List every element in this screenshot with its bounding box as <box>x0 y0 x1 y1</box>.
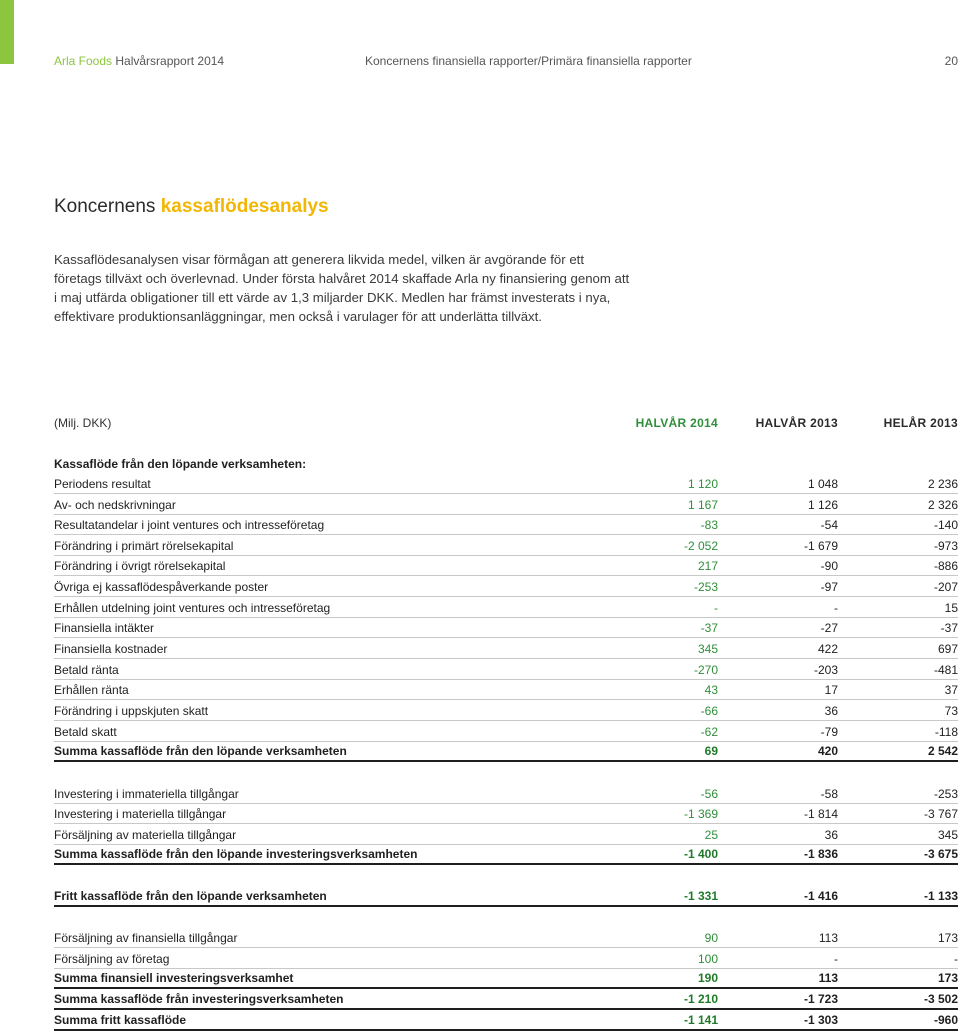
row-value: 17 <box>824 683 838 698</box>
row-label: Förändring i uppskjuten skatt <box>54 703 209 718</box>
row-value: -1 133 <box>923 888 958 903</box>
row-label: Förändring i övrigt rörelsekapital <box>54 559 226 574</box>
row-value: 173 <box>937 971 958 986</box>
row-value: -58 <box>820 786 838 801</box>
table-row <box>54 824 958 845</box>
table-row <box>54 618 958 639</box>
row-value: 2 236 <box>927 476 958 491</box>
row-value: 697 <box>937 642 958 657</box>
table-row <box>54 721 958 742</box>
row-value: -481 <box>933 662 958 677</box>
row-value: -79 <box>820 724 838 739</box>
row-value: 43 <box>704 683 718 698</box>
row-value: 345 <box>937 827 958 842</box>
row-value: -1 369 <box>683 807 718 822</box>
header-section: Koncernens finansiella rapporter/Primära finansiella rapporter <box>365 54 692 68</box>
header-report-title <box>54 54 224 68</box>
row-label: Övriga ej kassaflödespåverkande poster <box>54 580 269 595</box>
accent-bar <box>0 0 14 64</box>
table-row <box>54 700 958 721</box>
row-value: 1 167 <box>687 497 718 512</box>
section-heading-label: Kassaflöde från den löpande verksamheten: <box>54 457 307 472</box>
row-value: -3 767 <box>923 807 958 822</box>
row-value: -207 <box>933 580 958 595</box>
column-header-fy-2013: HELÅR 2013 <box>883 416 958 430</box>
table-total-row <box>54 845 958 866</box>
row-label: Resultatandelar i joint ventures och intresseföretag <box>54 518 325 533</box>
row-value: -886 <box>933 559 958 574</box>
row-value: 113 <box>818 971 838 986</box>
row-label: Summa kassaflöde från den löpande verksamheten <box>54 744 347 759</box>
title-highlight: kassaflödesanalys <box>160 196 329 217</box>
column-header-h1-2014: HALVÅR 2014 <box>635 416 718 430</box>
row-value: -54 <box>820 518 838 533</box>
row-value: -1 814 <box>803 807 838 822</box>
table-body <box>54 473 958 1030</box>
row-label: Summa kassaflöde från den löpande investeringsverksamheten <box>54 847 418 862</box>
row-label: Försäljning av materiella tillgångar <box>54 827 237 842</box>
row-value: -3 502 <box>923 991 958 1006</box>
table-total-row <box>54 886 958 907</box>
row-value: -90 <box>820 559 838 574</box>
row-label: Summa kassaflöde från investeringsverksamheten <box>54 991 344 1006</box>
row-value: -66 <box>700 703 718 718</box>
row-value: 69 <box>704 744 718 759</box>
row-label: Finansiella intäkter <box>54 621 155 636</box>
row-value: - <box>834 951 838 966</box>
unit-label: (Milj. DKK) <box>54 416 112 430</box>
row-value: 25 <box>704 827 718 842</box>
row-value: 2 542 <box>927 744 958 759</box>
row-label: Investering i immateriella tillgångar <box>54 786 239 801</box>
row-value: -1 400 <box>683 847 718 862</box>
table-row <box>54 597 958 618</box>
row-value: -1 723 <box>803 991 838 1006</box>
table-row <box>54 576 958 597</box>
row-value: -253 <box>693 580 718 595</box>
page-title <box>54 196 329 218</box>
row-label: Betald skatt <box>54 724 117 739</box>
row-value: 345 <box>697 642 718 657</box>
row-value: -1 303 <box>803 1012 838 1027</box>
row-value: -37 <box>700 621 718 636</box>
row-label: Investering i materiella tillgångar <box>54 807 227 822</box>
row-value: -1 141 <box>683 1012 718 1027</box>
row-value: 420 <box>817 744 838 759</box>
row-value: -97 <box>820 580 838 595</box>
row-label: Fritt kassaflöde från den löpande verksamheten <box>54 888 327 903</box>
row-label: Summa finansiell investeringsverksamhet <box>54 971 294 986</box>
row-value: -270 <box>693 662 718 677</box>
row-value: -1 331 <box>683 888 718 903</box>
row-value: 90 <box>704 931 718 946</box>
table-row <box>54 535 958 556</box>
row-value: -1 210 <box>683 991 718 1006</box>
row-value: 15 <box>944 600 958 615</box>
row-value: 173 <box>937 931 958 946</box>
table-row <box>54 556 958 577</box>
table-row <box>54 473 958 494</box>
row-value: 2 326 <box>927 497 958 512</box>
row-value: -1 416 <box>803 888 838 903</box>
title-prefix: Koncernens <box>54 196 161 217</box>
row-label: Erhållen utdelning joint ventures och intresseföretag <box>54 600 331 615</box>
row-value: -253 <box>933 786 958 801</box>
row-value: 36 <box>824 827 838 842</box>
row-value: - <box>834 600 838 615</box>
row-value: 1 048 <box>807 476 838 491</box>
header-brand: Arla Foods <box>54 54 113 68</box>
row-value: - <box>954 951 958 966</box>
row-value: -37 <box>940 621 958 636</box>
intro-paragraph: Kassaflödesanalysen visar förmågan att generera likvida medel, vilken är avgörande för ett företags tillväxt och överlevnad. Under första halvåret 2014 skaffade Arla ny finansiering genom att i maj utfärda obligationer till ett värde av 1,3 miljarder DKK. Medlen har främst investerats i nya, effektivare produktionsanläggningar, men också i varulager för att underlätta tillväxt. <box>54 252 630 324</box>
row-value: 100 <box>697 951 718 966</box>
row-value: 190 <box>697 971 718 986</box>
table-row <box>54 638 958 659</box>
table-row <box>54 783 958 804</box>
row-value: -3 675 <box>923 847 958 862</box>
column-header-h1-2013: HALVÅR 2013 <box>755 416 838 430</box>
table-header <box>54 412 958 432</box>
row-value: 1 120 <box>687 476 718 491</box>
table-row <box>54 494 958 515</box>
row-value: -140 <box>933 518 958 533</box>
row-label: Erhållen ränta <box>54 683 129 698</box>
row-value: -56 <box>700 786 718 801</box>
row-value: -1 836 <box>803 847 838 862</box>
table-total-row <box>54 989 958 1010</box>
table-row <box>54 680 958 701</box>
table-row <box>54 804 958 825</box>
table-total-row <box>54 742 958 763</box>
row-value: -27 <box>820 621 838 636</box>
row-value: 1 126 <box>807 497 838 512</box>
row-value: 36 <box>824 703 838 718</box>
table-row <box>54 515 958 536</box>
row-value: 113 <box>818 931 838 946</box>
row-value: 422 <box>817 642 838 657</box>
row-label: Av- och nedskrivningar <box>54 497 176 512</box>
row-value: -960 <box>933 1012 958 1027</box>
table-total-row <box>54 969 958 990</box>
row-value: 73 <box>944 703 958 718</box>
row-label: Förändring i primärt rörelsekapital <box>54 538 234 553</box>
cash-flow-table <box>54 412 958 1031</box>
row-value: -973 <box>933 538 958 553</box>
row-value: 217 <box>697 559 718 574</box>
table-row <box>54 927 958 948</box>
row-value: -203 <box>813 662 838 677</box>
row-value: 37 <box>944 683 958 698</box>
row-label: Finansiella kostnader <box>54 642 168 657</box>
table-row <box>54 948 958 969</box>
table-row <box>54 659 958 680</box>
row-label: Summa fritt kassaflöde <box>54 1012 187 1027</box>
section-heading-operating <box>54 453 958 474</box>
row-value: -118 <box>934 724 958 739</box>
row-value: -62 <box>700 724 718 739</box>
row-label: Betald ränta <box>54 662 119 677</box>
page-number: 20 <box>944 54 958 68</box>
row-label: Försäljning av företag <box>54 951 170 966</box>
table-total-row <box>54 1010 958 1031</box>
row-value: -1 679 <box>803 538 838 553</box>
row-value: -83 <box>700 518 718 533</box>
row-value: -2 052 <box>683 538 718 553</box>
row-value: - <box>714 600 718 615</box>
header-report: Halvårsrapport 2014 <box>112 54 225 68</box>
row-label: Försäljning av finansiella tillgångar <box>54 931 238 946</box>
row-label: Periodens resultat <box>54 476 151 491</box>
